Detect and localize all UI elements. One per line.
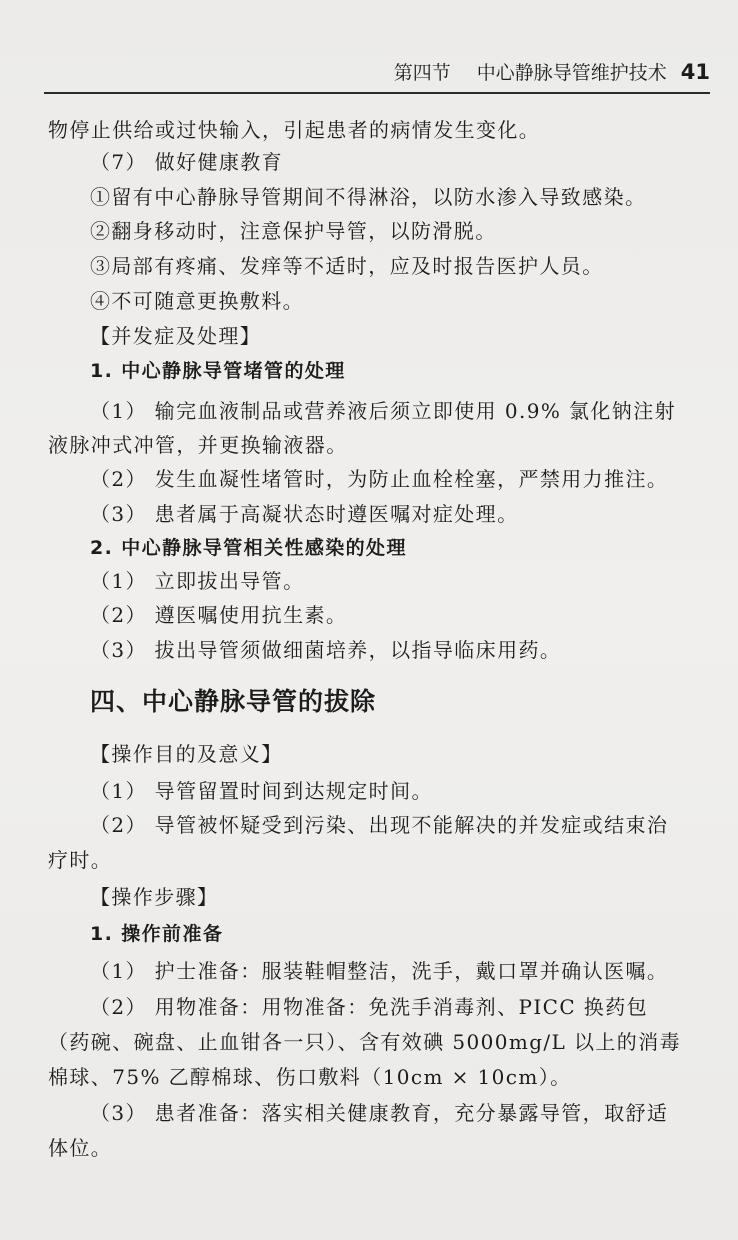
paragraph-line: （药碗、碗盘、止血钳各一只）、含有效碘 5000mg/L 以上的消毒 [48,1030,681,1054]
paragraph-line: 物停止供给或过快输入，引起患者的病情发生变化。 [48,118,541,142]
paragraph-line: （2） 发生血凝性堵管时，为防止血栓栓塞，严禁用力推注。 [90,467,669,491]
paragraph-line: （2） 用物准备：用物准备：免洗手消毒剂、PICC 换药包 [90,995,649,1019]
numbered-heading: 1. 中心静脉导管堵管的处理 [90,360,346,382]
numbered-heading: 2. 中心静脉导管相关性感染的处理 [90,537,407,559]
paragraph-line: （3） 拔出导管须做细菌培养，以指导临床用药。 [90,638,562,662]
running-header [40,56,710,88]
subsection-heading: 【操作目的及意义】 [90,742,283,766]
paragraph-line: （1） 导管留置时间到达规定时间。 [90,779,433,803]
list-item: ④不可随意更换敷料。 [90,289,304,313]
paragraph-line: （3） 患者准备：落实相关健康教育，充分暴露导管，取舒适 [90,1101,669,1125]
paragraph-line: 体位。 [48,1136,113,1160]
subsection-heading: 【操作步骤】 [90,885,219,909]
list-item: ②翻身移动时，注意保护导管，以防滑脱。 [90,219,497,243]
paragraph-line: （1） 输完血液制品或营养液后须立即使用 0.9% 氯化钠注射 [90,399,677,423]
paragraph-line: （1） 立即拔出导管。 [90,569,305,593]
paragraph-line: 棉球、75% 乙醇棉球、伤口敷料（10cm × 10cm）。 [48,1065,572,1089]
paragraph-line: （1） 护士准备：服装鞋帽整洁，洗手，戴口罩并确认医嘱。 [90,959,669,983]
paragraph-line: 液脉冲式冲管，并更换输液器。 [48,433,348,457]
paragraph-line: 疗时。 [48,848,113,872]
section-heading: 四、中心静脉导管的拔除 [90,687,377,716]
list-item: ①留有中心静脉导管期间不得淋浴，以防水渗入导致感染。 [90,185,647,209]
header-section-label: 第四节 [393,62,451,84]
header-rule [44,92,710,94]
page-number: 41 [680,60,710,84]
numbered-heading: 1. 操作前准备 [90,923,224,945]
paragraph-line: （7） 做好健康教育 [90,150,284,174]
paragraph-line: （2） 导管被怀疑受到污染、出现不能解决的并发症或结束治 [90,813,669,837]
subsection-heading: 【并发症及处理】 [90,324,262,348]
paragraph-line: （3） 患者属于高凝状态时遵医嘱对症处理。 [90,502,519,526]
list-item: ③局部有疼痛、发痒等不适时，应及时报告医护人员。 [90,254,604,278]
paragraph-line: （2） 遵医嘱使用抗生素。 [90,603,348,627]
header-chapter-title: 中心静脉导管维护技术 [476,62,667,84]
